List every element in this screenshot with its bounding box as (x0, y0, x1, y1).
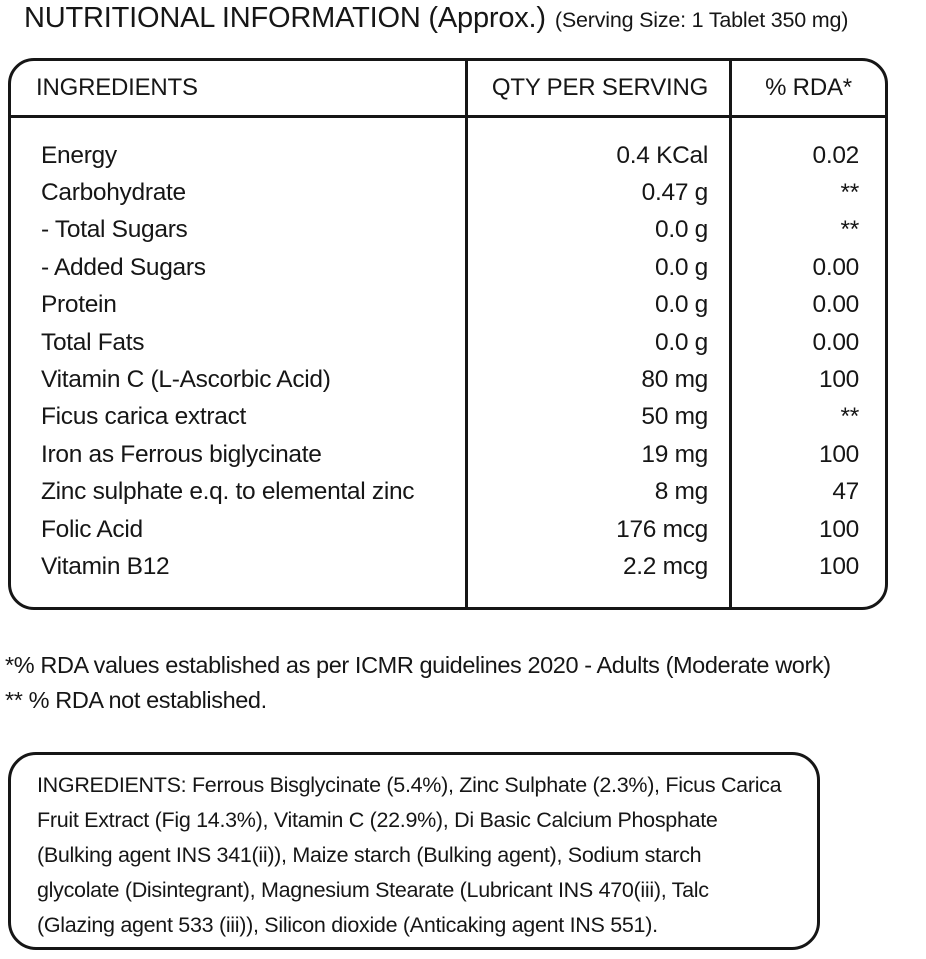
ingredient-qty: 176 mcg (616, 515, 708, 543)
column-divider-1 (465, 61, 468, 607)
ingredient-qty: 19 mg (641, 440, 708, 468)
ingredient-qty: 0.0 g (655, 328, 708, 356)
serving-size-text: (Serving Size: 1 Tablet 350 mg) (554, 8, 849, 32)
ingredients-text-line: INGREDIENTS: Ferrous Bisglycinate (5.4%), Zinc Sulphate (2.3%), Ficus Carica (37, 773, 782, 797)
ingredient-rda: ** (840, 179, 859, 207)
ingredient-rda: 47 (832, 478, 859, 506)
table-header-row (11, 61, 885, 118)
footnotes (5, 648, 831, 718)
ingredient-qty: 0.0 g (655, 216, 708, 244)
table-row (11, 436, 885, 473)
ingredient-qty: 0.0 g (655, 253, 708, 281)
footnote-rda-source: *% RDA values established as per ICMR guidelines 2020 - Adults (Moderate work) (5, 652, 831, 678)
ingredient-rda: ** (840, 403, 859, 431)
column-divider-2 (729, 61, 732, 607)
ingredient-qty: 0.4 KCal (616, 141, 708, 169)
ingredients-text-line: Fruit Extract (Fig 14.3%), Vitamin C (22.9%), Di Basic Calcium Phosphate (37, 808, 718, 832)
ingredient-name: - Added Sugars (41, 253, 206, 281)
ingredients-text-line: (Glazing agent 533 (iii)), Silicon dioxide (Anticaking agent INS 551). (37, 913, 658, 937)
ingredient-name: Protein (41, 291, 117, 319)
ingredient-qty: 0.0 g (655, 291, 708, 319)
ingredient-name: Carbohydrate (41, 179, 186, 207)
table-row (11, 212, 885, 249)
table-body (11, 118, 885, 586)
ingredient-name: Total Fats (41, 328, 145, 356)
footnote-rda-not-established: ** % RDA not established. (5, 687, 267, 713)
ingredient-rda: 0.02 (812, 141, 859, 169)
ingredient-qty: 8 mg (654, 478, 708, 506)
header-rda: % RDA* (765, 74, 852, 101)
ingredient-rda: 100 (819, 515, 859, 543)
table-row (11, 287, 885, 324)
ingredient-rda: 100 (819, 366, 859, 394)
ingredient-name: Zinc sulphate e.q. to elemental zinc (41, 478, 415, 506)
ingredient-qty: 80 mg (641, 366, 708, 394)
ingredient-rda: 0.00 (812, 328, 859, 356)
ingredient-rda: 0.00 (812, 253, 859, 281)
table-row (11, 548, 885, 585)
ingredient-name: Vitamin B12 (41, 552, 170, 580)
nutrition-title: NUTRITIONAL INFORMATION (Approx.) (24, 2, 546, 34)
header-ingredients: INGREDIENTS (36, 74, 198, 101)
ingredients-box (8, 752, 820, 950)
page-title (24, 2, 848, 35)
ingredient-rda: 100 (819, 440, 859, 468)
ingredient-rda: ** (840, 216, 859, 244)
table-row (11, 399, 885, 436)
ingredient-name: Folic Acid (41, 515, 143, 543)
ingredients-text-line: (Bulking agent INS 341(ii)), Maize starch (Bulking agent), Sodium starch (37, 843, 702, 867)
ingredient-name: Vitamin C (L-Ascorbic Acid) (41, 366, 331, 394)
ingredient-rda: 0.00 (812, 291, 859, 319)
ingredient-name: Iron as Ferrous biglycinate (41, 440, 322, 468)
table-row (11, 174, 885, 211)
ingredients-text-line: glycolate (Disintegrant), Magnesium Stearate (Lubricant INS 470(iii), Talc (37, 878, 709, 902)
ingredient-name: Ficus carica extract (41, 403, 247, 431)
table-row (11, 511, 885, 548)
table-row (11, 474, 885, 511)
nutrition-table (8, 58, 888, 610)
ingredient-name: Energy (41, 141, 117, 169)
ingredient-qty: 0.47 g (641, 179, 708, 207)
ingredient-rda: 100 (819, 552, 859, 580)
ingredient-qty: 2.2 mcg (622, 552, 708, 580)
ingredient-name: - Total Sugars (41, 216, 188, 244)
ingredient-qty: 50 mg (641, 403, 708, 431)
header-qty-per-serving: QTY PER SERVING (491, 74, 709, 101)
table-row (11, 249, 885, 286)
table-row (11, 361, 885, 398)
table-row (11, 324, 885, 361)
table-row (11, 137, 885, 174)
